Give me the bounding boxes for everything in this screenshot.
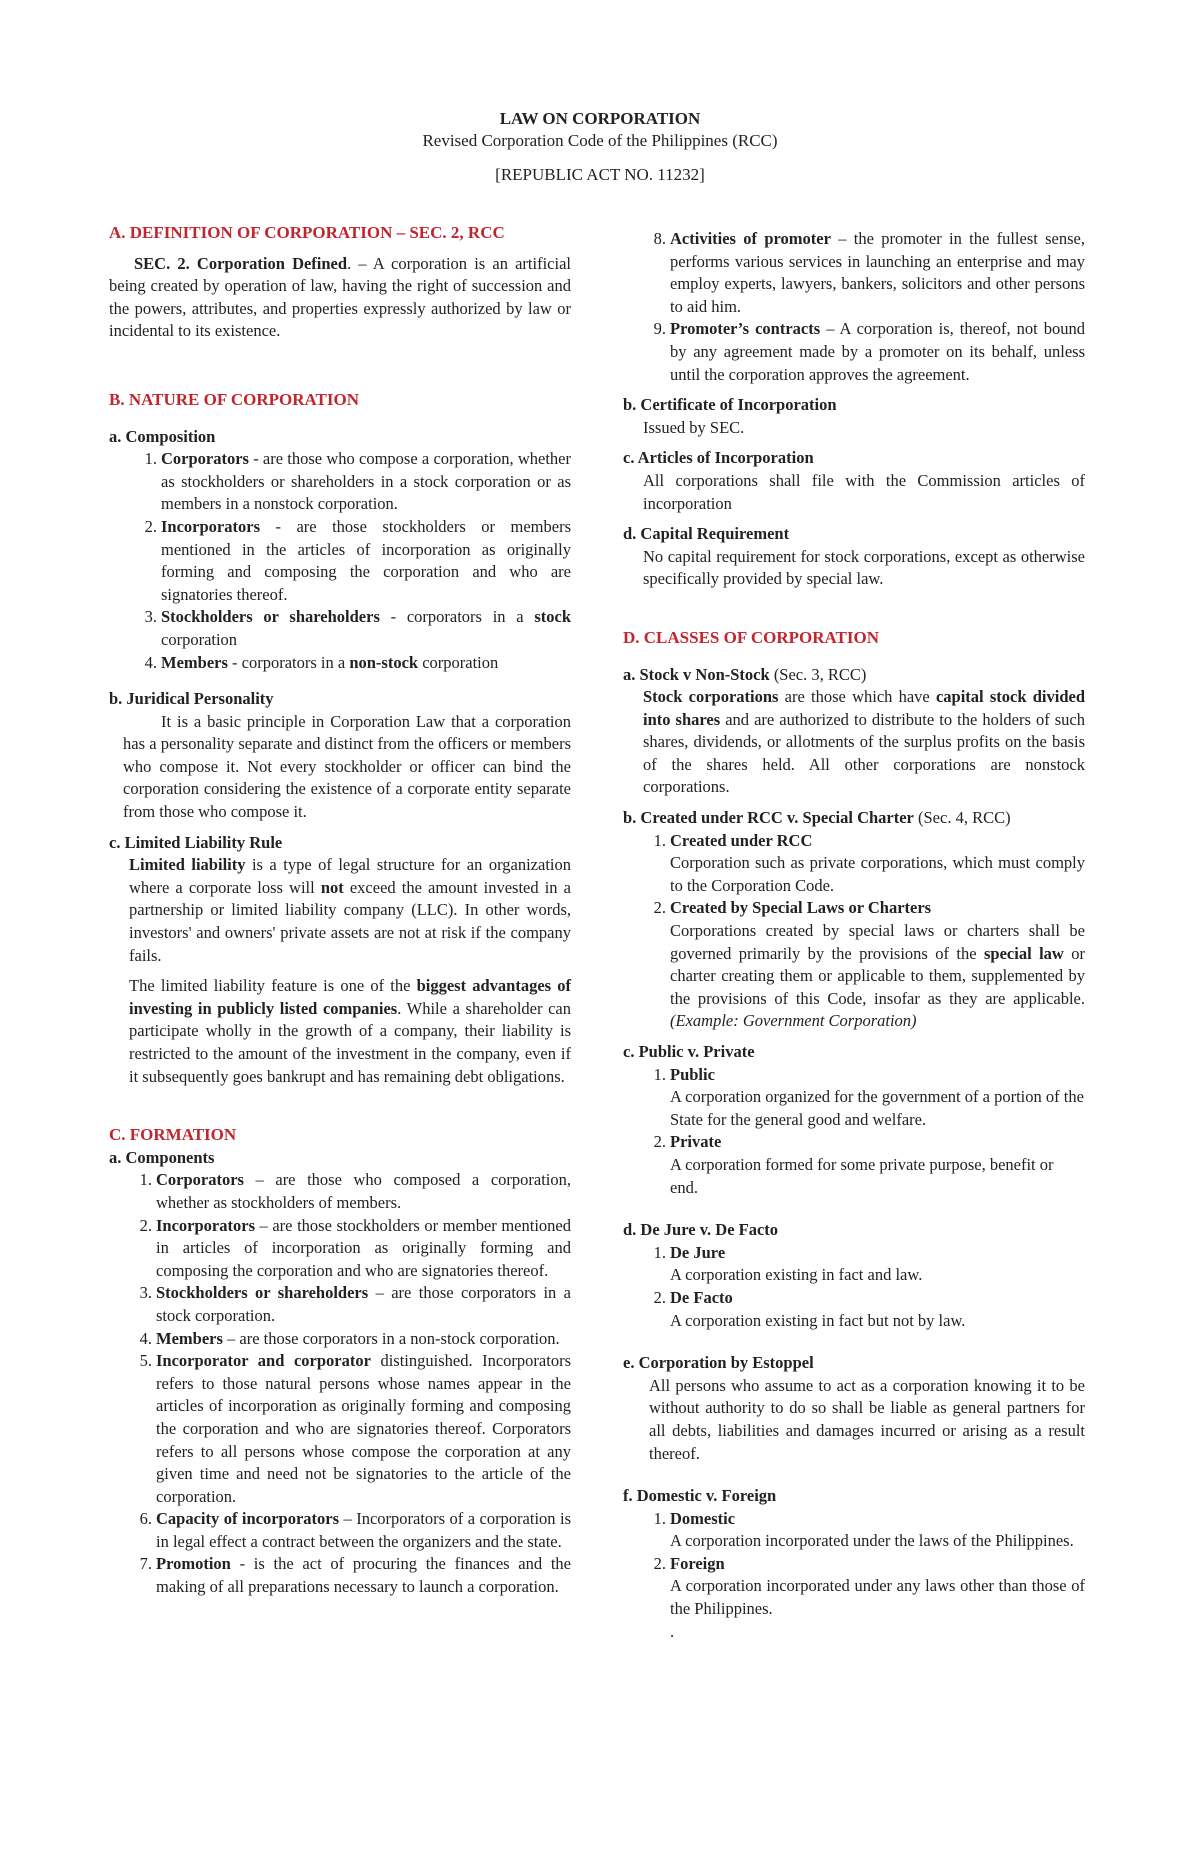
dejure-title: d. De Jure v. De Facto: [623, 1220, 779, 1240]
composition-list: [144, 448, 571, 674]
juridical-text: It is a basic principle in Corporation Law that a corporation has a personality separate and distinct from the officers or members who compose it. Not every stockholder or officer can bind the corporation considering the existence of a corporate entity separate from those who compose it.: [123, 711, 571, 822]
articles-text: All corporations shall file with the Commission articles of incorporation: [643, 470, 1085, 513]
list-item-text: Corporations created by special laws or charters shall be governed primarily by the provisions of the special law or charter creating them or applicable to them, supplemented by the provisions of this Code, insofar as they are applicable. (Example: Government Corporation): [670, 921, 1085, 1031]
republic-act-number: [REPUBLIC ACT NO. 11232]: [495, 165, 705, 184]
list-item: 5. Incorporator and corporator distinguished. Incorporators refers to those natural persons whose names appear in the articles of incorporation as originally forming and composing the corporation and who are signatories thereof. Corporators refers to all persons whose compose the corporation at any given time and need not be signatories to the article of the corporation.: [139, 1351, 571, 1506]
estoppel-title: e. Corporation by Estoppel: [623, 1353, 814, 1373]
dejure-list: [653, 1242, 1085, 1332]
list-item: 6. Capacity of incorporators – Incorporators of a corporation is in legal effect a contract between the organizers and the state.: [139, 1509, 572, 1551]
list-item: 9. Promoter’s contracts – A corporation is, thereof, not bound by any agreement made by a promoter on its behalf, unless until the corporation approves the agreement.: [653, 319, 1085, 384]
list-item: 2. Foreign: [653, 1553, 725, 1573]
list-item: 3. Stockholders or shareholders - corporators in a stock corporation: [144, 607, 571, 649]
section-a-definition: SEC. 2. Corporation Defined. – A corporation is an artificial being created by operation of law, having the right of succession and the powers, attributes, and properties expressly authorized by law or incidental to its existence.: [109, 253, 571, 341]
stock-text: Stock corporations are those which have capital stock divided into shares and are authorized to distribute to the holders of such shares, dividends, or allotments of the surplus profits on the basis of the shares held. All other corporations are nonstock corporations.: [643, 687, 1085, 797]
capital-text: No capital requirement for stock corporations, except as otherwise specifically provided by special law.: [643, 546, 1085, 589]
public-private-title: c. Public v. Private: [623, 1042, 755, 1061]
stock-title: a. Stock v Non-Stock (Sec. 3, RCC): [623, 664, 867, 684]
components-list: [139, 1169, 572, 1598]
components-list-continued: [653, 228, 1085, 386]
components-title: a. Components: [109, 1147, 215, 1167]
left-column: [109, 222, 571, 1599]
right-column: [623, 228, 1085, 1643]
domestic-foreign-title: f. Domestic v. Foreign: [623, 1486, 777, 1506]
estoppel-text: All persons who assume to act as a corporation knowing it to be without authority to do so shall be liable as general partners for all debts, liabilities and damages incurred or arising as a result thereof.: [649, 1375, 1085, 1463]
list-item: 2. De Facto: [653, 1287, 733, 1307]
list-item: 2. Created by Special Laws or Charters: [653, 898, 932, 918]
capital-title: d. Capital Requirement: [623, 524, 790, 544]
list-item: 1. Created under RCC: [653, 830, 813, 850]
section-d-heading: D. CLASSES OF CORPORATION: [623, 627, 879, 647]
liability-paragraph-1: Limited liability is a type of legal structure for an organization where a corporate loss will not exceed the amount invested in a partnership or limited liability company (LLC). In other words, investors' and owners' private assets are not at risk if the company fails.: [129, 855, 571, 965]
list-item: 2. Private: [653, 1132, 722, 1152]
section-a-lead: SEC. 2. Corporation Defined: [134, 253, 348, 273]
list-item: 1. De Jure: [653, 1242, 726, 1262]
list-item-text: A corporation incorporated under any laws other than those of the Philippines.: [670, 1576, 1085, 1619]
domestic-foreign-list: [653, 1508, 1085, 1644]
list-item: 3. Stockholders or shareholders – are those corporators in a stock corporation.: [139, 1283, 572, 1325]
section-a-heading: A. DEFINITION OF CORPORATION – SEC. 2, RCC: [109, 223, 505, 242]
composition-title: a. Composition: [109, 426, 216, 446]
list-item: 4. Members – are those corporators in a non-stock corporation.: [139, 1328, 560, 1348]
document-header: [0, 108, 1200, 186]
juridical-title: b. Juridical Personality: [109, 689, 274, 709]
list-item-text: A corporation formed for some private purpose, benefit or end.: [670, 1154, 1054, 1197]
document-subtitle: Revised Corporation Code of the Philippines (RCC): [422, 131, 778, 150]
section-c-heading: C. FORMATION: [109, 1125, 237, 1145]
list-item-text: A corporation organized for the government of a portion of the State for the general good and welfare.: [670, 1087, 1084, 1129]
list-item: 1. Public: [653, 1064, 715, 1084]
list-item: 1. Corporators - are those who compose a corporation, whether as stockholders or shareholders in a stock corporation or as members in a nonstock corporation.: [144, 449, 571, 514]
public-private-list: [653, 1064, 1085, 1200]
liability-paragraph-2: The limited liability feature is one of the biggest advantages of investing in publicly listed companies. While a shareholder can participate wholly in the growth of a company, their liability is restricted to the amount of the investment in the company, even if it subsequently goes bankrupt and has remaining debt obligations.: [129, 976, 572, 1086]
list-item-text: A corporation existing in fact but not by law.: [670, 1310, 966, 1330]
list-item: 4. Members - corporators in a non-stock corporation: [144, 652, 499, 672]
list-item-text: Corporation such as private corporations, which must comply to the Corporation Code.: [670, 853, 1085, 895]
list-item-text: A corporation existing in fact and law.: [670, 1265, 923, 1285]
articles-title: c. Articles of Incorporation: [623, 448, 814, 468]
document-title: LAW ON CORPORATION: [499, 109, 701, 128]
list-item: 2. Incorporators – are those stockholders or member mentioned in articles of incorporation as originally forming and composing the corporation and who are signatories thereof.: [139, 1215, 571, 1280]
liability-title: c. Limited Liability Rule: [109, 832, 283, 852]
list-item: 7. Promotion - is the act of procuring the finances and the making of all preparations necessary to launch a corporation.: [139, 1554, 571, 1597]
list-item: 2. Incorporators - are those stockholders or members mentioned in the articles of incorporation as originally forming and composing the corporation and who are signatories thereof.: [144, 516, 571, 604]
certificate-title: b. Certificate of Incorporation: [623, 395, 837, 415]
created-title: b. Created under RCC v. Special Charter (Sec. 4, RCC): [623, 808, 1011, 828]
list-item: 8. Activities of promoter – the promoter in the fullest sense, performs various services in launching an enterprise and may employ experts, lawyers, bankers, solicitors and other persons to aid him.: [653, 229, 1085, 316]
list-item: 1. Domestic: [653, 1508, 736, 1528]
list-item-text: A corporation incorporated under the laws of the Philippines.: [670, 1531, 1074, 1551]
list-item: 1. Corporators – are those who composed a corporation, whether as stockholders of members.: [139, 1170, 571, 1212]
created-list: [653, 830, 1085, 1033]
certificate-text: Issued by SEC.: [643, 417, 745, 437]
trailing-period: .: [670, 1621, 675, 1641]
section-b-heading: B. NATURE OF CORPORATION: [109, 389, 359, 409]
